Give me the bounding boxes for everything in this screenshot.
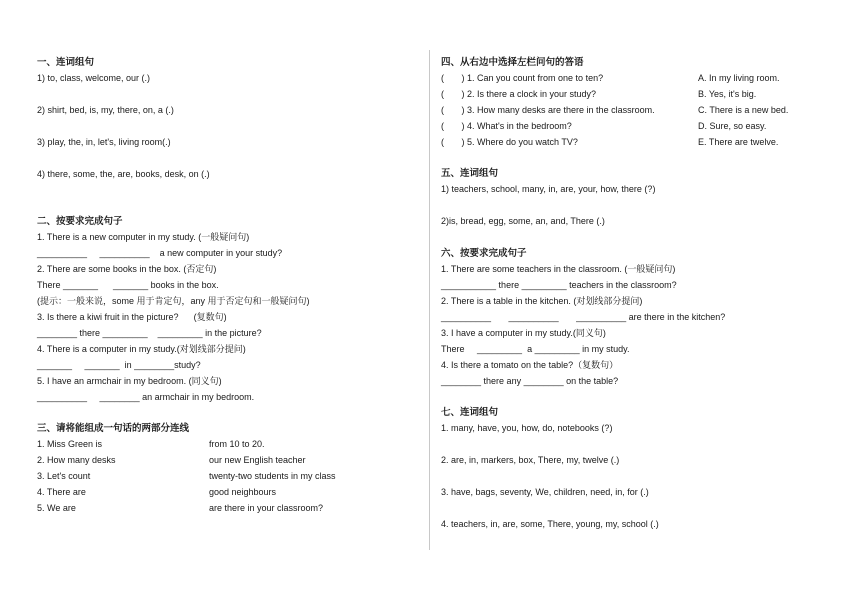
s5-item-1: 1) teachers, school, many, in, are, your, how, there (?) [441,184,656,194]
s1-item-1: 1) to, class, welcome, our (.) [37,73,151,83]
s6-line-1: 1. There are some teachers in the classroom. (一般疑问句) [441,264,676,274]
s3-left-2: 2. How many desks [37,455,116,465]
s4-answer-e: E. There are twelve. [698,137,779,147]
s2-line-3: 2. There are some books in the box. (否定句) [37,264,217,274]
s6-line-4: __________ __________ __________ are there in the kitchen? [441,312,726,322]
s1-item-3: 3) play, the, in, let's, living room(.) [37,137,171,147]
s6-line-5: 3. I have a computer in my study.(同义句) [441,328,606,338]
s3-right-3: twenty-two students in my class [209,471,336,481]
s4-question-1: ( ) 1. Can you count from one to ten? [441,73,604,83]
s6-line-7: 4. Is there a tomato on the table?（复数句） [441,360,619,370]
s7-item-3: 3. have, bags, seventy, We, children, need, in, for (.) [441,487,649,497]
column-divider [429,50,430,550]
s7-item-1: 1. many, have, you, how, do, notebooks (?) [441,423,613,433]
s2-line-6: 3. Is there a kiwi fruit in the picture? (复数句) [37,312,227,322]
section-3-title: 三、请将能组成一句话的两部分连线 [37,423,190,434]
s1-item-2: 2) shirt, bed, is, my, there, on, a (.) [37,105,174,115]
s4-answer-b: B. Yes, it's big. [698,89,757,99]
s6-line-2: ___________ there _________ teachers in the classroom? [441,280,677,290]
s2-line-9: _______ _______ in ________study? [37,360,201,370]
s3-left-5: 5. We are [37,503,76,513]
section-1-title: 一、连词组句 [37,57,95,68]
s4-question-3: ( ) 3. How many desks are there in the classroom. [441,105,655,115]
s3-right-1: from 10 to 20. [209,439,265,449]
s2-line-4: There _______ _______ books in the box. [37,280,219,290]
s2-line-8: 4. There is a computer in my study.(对划线部分提问) [37,344,246,354]
s7-item-2: 2. are, in, markers, box, There, my, twelve (.) [441,455,620,465]
section-6-title: 六、按要求完成句子 [441,248,527,259]
s3-right-4: good neighbours [209,487,277,497]
s2-line-2: __________ __________ a new computer in your study? [37,248,283,258]
s3-left-3: 3. Let's count [37,471,91,481]
section-7-title: 七、连词组句 [441,407,499,418]
section-2-title: 二、按要求完成句子 [37,216,123,227]
s3-left-1: 1. Miss Green is [37,439,103,449]
s3-right-2: our new English teacher [209,455,306,465]
s4-question-2: ( ) 2. Is there a clock in your study? [441,89,597,99]
s2-line-7: ________ there _________ _________ in the picture? [37,328,262,338]
s4-question-4: ( ) 4. What's in the bedroom? [441,121,572,131]
s2-line-11: __________ ________ an armchair in my bedroom. [37,392,255,402]
s1-item-4: 4) there, some, the, are, books, desk, on (.) [37,169,210,179]
section-4-title: 四、从右边中选择左栏问句的答语 [441,57,584,68]
section-5-title: 五、连词组句 [441,168,499,179]
s5-item-2: 2)is, bread, egg, some, an, and, There (.) [441,216,605,226]
s4-answer-d: D. Sure, so easy. [698,121,767,131]
s6-line-8: ________ there any ________ on the table? [441,376,619,386]
s7-item-4: 4. teachers, in, are, some, There, young, my, school (.) [441,519,659,529]
s3-left-4: 4. There are [37,487,86,497]
s2-line-1: 1. There is a new computer in my study. (一般疑问句) [37,232,250,242]
s6-line-6: There _________ a _________ in my study. [441,344,630,354]
s6-line-3: 2. There is a table in the kitchen. (对划线部分提问) [441,296,643,306]
s4-question-5: ( ) 5. Where do you watch TV? [441,137,578,147]
s2-line-10: 5. I have an armchair in my bedroom. (同义句) [37,376,222,386]
s2-line-5: (提示：一般来说，some 用于肯定句，any 用于否定句和一般疑问句) [37,296,310,306]
s3-right-5: are there in your classroom? [209,503,324,513]
s4-answer-c: C. There is a new bed. [698,105,789,115]
s4-answer-a: A. In my living room. [698,73,780,83]
